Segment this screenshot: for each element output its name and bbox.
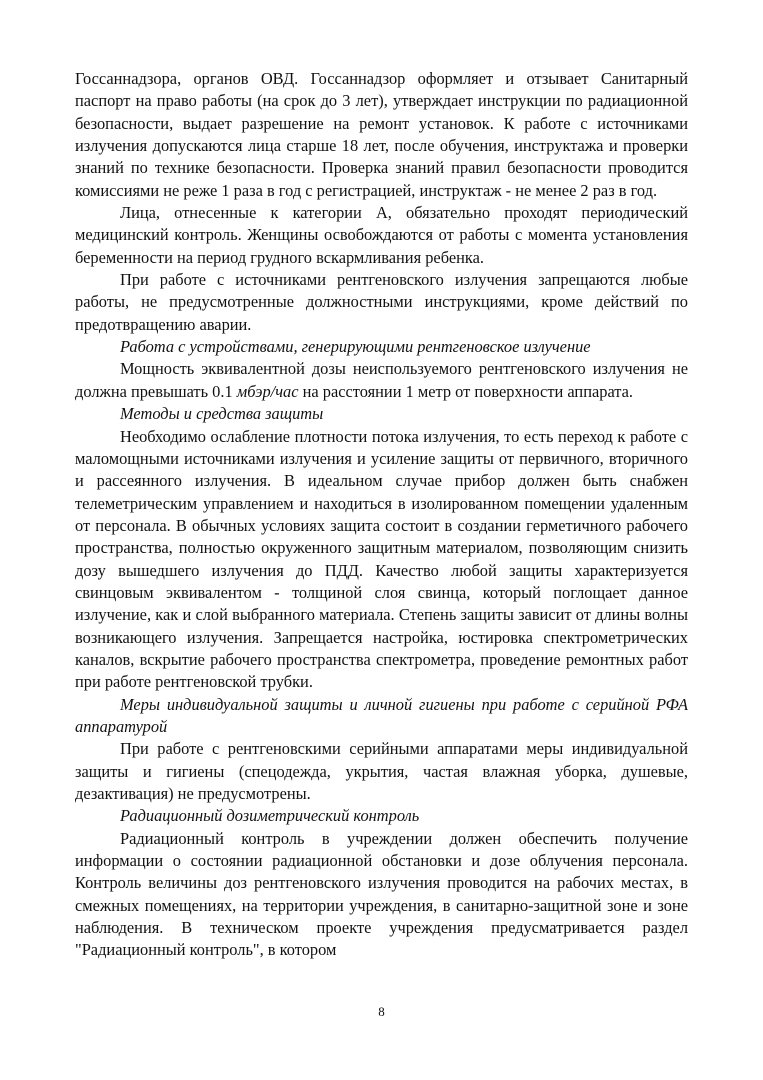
paragraph-gossannadzor: Госсаннадзора, органов ОВД. Госсаннадзор оформляет и отзывает Санитарный паспорт на право работы (на срок до 3 лет), утверждает инструкции по радиационной безопасности, выдает разрешение на ремонт установок. К работе с источниками излучения допускаются лица старше 18 лет, после обучения, инструктажа и проверки знаний по технике безопасности. Проверка знаний правил безопасности проводится комиссиями не реже 1 раза в год с регистрацией, инструктаж - не менее 2 раз в год. — [75, 69, 688, 200]
dose-rate-text-start: Мощность эквивалентной дозы неиспользуемого рентгеновского излучения не должна превышать 0.1 — [75, 359, 688, 401]
dose-rate-text-end: на расстоянии 1 метр от поверхности аппарата. — [298, 381, 634, 401]
paragraph-xray-prohibitions: При работе с источниками рентгеновского излучения запрещаются любые работы, не предусмотренные должностными инструкциями, кроме действий по предотвращению аварии. — [75, 270, 688, 334]
dose-rate-unit: мбэр/час — [236, 381, 299, 401]
paragraph-dose-rate — [75, 358, 688, 403]
paragraph-category-a: Лица, отнесенные к категории А, обязательно проходят периодический медицинский контроль. Женщины освобождаются от работы с момента установления беременности на период грудного вскармливания ребенка. — [75, 203, 688, 267]
paragraph-protection-methods: Необходимо ослабление плотности потока излучения, то есть переход к работе с маломощными источниками излучения и усиление защиты от первичного, вторичного и рассеянного излучения. В идеальном случае прибор должен быть снабжен телеметрическим управлением и находиться в изолированном помещении удаленным от персонала. В обычных условиях защита состоит в создании герметичного рабочего пространства, полностью окруженного защитным материалом, позволяющим снизить дозу вышедшего излучения до ПДД. Качество любой защиты характеризуется свинцовым эквивалентом - толщиной слоя свинца, который поглощает данное излучение, как и слой выбранного материала. Степень защиты зависит от длины волны возникающего излучения. Запрещается настройка, юстировка спектрометрических каналов, вскрытие рабочего пространства спектрометра, проведение ремонтных работ при работе рентгеновской трубки. — [75, 426, 688, 692]
section-heading-protection-methods: Методы и средства защиты — [120, 404, 324, 424]
section-heading-dosimetric-control: Радиационный дозиметрический контроль — [120, 806, 420, 826]
paragraph-dosimetric-control: Радиационный контроль в учреждении должен обеспечить получение информации о состоянии радиационной обстановки и дозе облучения персонала. Контроль величины доз рентгеновского излучения проводится на рабочих местах, в смежных помещениях, на территории учреждения, в санитарно-защитной зоне и зоне наблюдения. В техническом проекте учреждения предусматривается раздел "Радиационный контроль", в котором — [75, 828, 688, 960]
section-heading-personal-protection: Меры индивидуальной защиты и личной гигиены при работе с серийной РФА аппаратурой — [75, 694, 688, 736]
paragraph-personal-protection: При работе с рентгеновскими серийными аппаратами меры индивидуальной защиты и гигиены (спецодежда, укрытия, частая влажная уборка, душевые, дезактивация) не предусмотрены. — [75, 739, 688, 803]
document-body — [75, 68, 688, 962]
section-heading-xray-devices: Работа с устройствами, генерирующими рентгеновское излучение — [120, 337, 591, 357]
page-number: 8 — [378, 1004, 385, 1019]
